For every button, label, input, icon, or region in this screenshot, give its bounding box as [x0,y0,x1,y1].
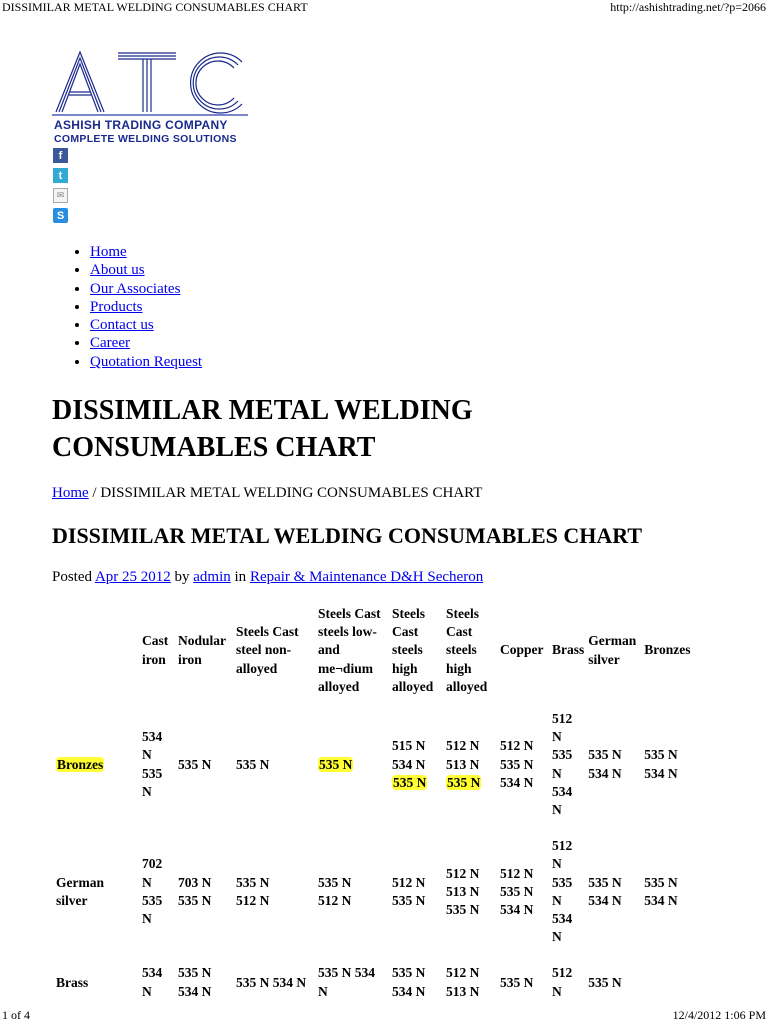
row-label-text: German silver [56,874,104,908]
table-header-row [56,605,700,700]
table-body [56,702,700,1009]
post-date-link[interactable]: Apr 25 2012 [94,569,171,585]
cell-value: 512 N [236,892,270,908]
table-header-cell: Brass [552,642,585,658]
table-header-cell: Steels Cast steel non-alloyed [236,624,299,676]
cell-value: 702 N [142,856,163,890]
table-row [56,702,700,827]
logo-tagline: COMPLETE WELDING SOLUTIONS [54,133,237,145]
table-cell [178,702,232,827]
cell-value: 535 N [500,883,534,899]
cell-value: 535 N [500,974,534,990]
table-cell [552,702,584,827]
table-cell [236,956,314,1008]
nav-item-quotation [90,353,202,371]
nav-item-products [90,298,202,316]
cell-value: 534 N [588,892,622,908]
post-category-link[interactable]: Repair & Maintenance D&H Secheron [249,569,484,585]
nav-link-career[interactable]: Career [90,335,130,352]
table-cell [588,702,640,827]
breadcrumb [52,485,482,502]
table-row-label [56,829,138,954]
cell-value: 534 N [644,892,678,908]
table-cell [446,956,496,1008]
breadcrumb-separator: / [88,485,101,501]
table-cell [644,702,700,827]
nav-item-home [90,243,202,261]
highlighted-value: 535 N [393,774,427,790]
cell-value: 512 N [318,892,352,908]
mail-icon[interactable]: ✉ [53,188,68,203]
cell-value: 535 N [500,756,534,772]
print-footer [0,1008,768,1024]
table-cell [552,956,584,1008]
print-footer-datetime: 12/4/2012 1:06 PM [672,1008,766,1022]
cell-value: 535 N [552,874,573,908]
twitter-icon[interactable]: t [53,168,68,183]
table-cell [318,956,388,1008]
social-icons [53,148,69,228]
site-logo[interactable] [52,48,252,150]
table-cell [500,956,548,1008]
table-header-cell: Steels Cast steels high alloyed [446,606,488,694]
table-row-label [56,702,138,827]
cell-value: 535 N [142,765,163,799]
print-header [0,0,768,16]
table-cell [142,829,174,954]
table-header-cell: German silver [588,633,637,667]
print-footer-page: 1 of 4 [2,1008,30,1022]
cell-value: 512 N [446,865,480,881]
post-meta-by: by [170,569,194,585]
main-nav [52,243,202,371]
post-title: DISSIMILAR METAL WELDING CONSUMABLES CHART [52,523,643,548]
cell-value: 513 N [446,756,480,772]
post-author-link[interactable]: admin [193,569,231,585]
nav-item-about [90,261,202,279]
cell-value: 535 N 534 N [236,974,307,990]
cell-value: 535 N [644,874,678,890]
cell-value: 512 N [446,738,480,754]
atc-logo-letters [52,48,252,116]
print-header-url: http://ashishtrading.net/?p=2066 [610,0,766,14]
post-meta [52,569,483,586]
cell-value: 512 N [446,965,480,981]
cell-value: 535 N 534 N [318,965,375,999]
cell-value: 534 N [142,729,163,763]
cell-value: 534 N [500,901,534,917]
cell-value: 512 N [552,965,573,999]
cell-value: 513 N [446,883,480,899]
print-header-title: DISSIMILAR METAL WELDING CONSUMABLES CHART [2,0,308,14]
table-header-corner [56,605,138,700]
table-cell [318,702,388,827]
nav-item-associates [90,280,202,298]
cell-value: 535 N [178,756,212,772]
cell-value: 535 N [392,965,426,981]
nav-link-contact[interactable]: Contact us [90,317,154,334]
cell-value: 535 N [236,874,270,890]
cell-value: 535 N [446,901,480,917]
cell-value: 512 N [552,711,573,745]
cell-value: 534 N [552,911,573,945]
row-label-text: Brass [56,974,89,990]
cell-value: 535 N [142,892,163,927]
table-header-cell: Copper [500,642,544,658]
cell-value: 534 N [552,783,573,818]
cell-value: 535 N [178,965,212,981]
table-row-label [56,956,138,1008]
cell-value: 512 N [500,865,534,881]
page-title: DISSIMILAR METAL WELDING CONSUMABLES CHART [52,395,473,463]
cell-value: 535 N [318,874,352,890]
table-cell [644,956,700,1008]
table-cell [178,956,232,1008]
cell-value: 535 N [552,747,573,781]
cell-value: 512 N [552,838,573,872]
cell-value: 534 N [500,774,534,790]
table-cell [500,829,548,954]
nav-item-career [90,334,202,352]
table-header-cell: Nodular iron [178,633,226,667]
nav-link-about[interactable]: About us [90,262,145,279]
facebook-icon[interactable]: f [53,148,68,163]
nav-link-associates[interactable]: Our Associates [90,280,181,297]
cell-value: 513 N [446,983,480,999]
table-cell [500,702,548,827]
cell-value: 512 N [392,874,426,890]
table-cell [446,702,496,827]
highlighted-value: 535 N [447,774,481,790]
post-meta-in: in [230,569,250,585]
table-cell [446,829,496,954]
cell-value: 535 N [236,756,270,772]
table-header-cell: Bronzes [644,642,691,658]
cell-value: 515 N [392,738,426,754]
table-cell [142,956,174,1008]
table-cell [392,956,442,1008]
cell-value: 703 N [178,874,212,890]
nav-item-contact [90,316,202,334]
cell-value: 534 N [142,965,163,999]
table-cell [588,829,640,954]
cell-value [392,774,442,792]
row-label-text: Bronzes [57,756,104,772]
table-cell [142,702,174,827]
cell-value: 535 N [644,747,678,763]
table-cell [392,702,442,827]
nav-link-quotation[interactable]: Quotation Request [90,353,203,370]
cell-value: 535 N [588,974,622,990]
table-cell [318,829,388,954]
cell-value: 534 N [644,765,678,781]
cell-value [318,756,388,774]
table-cell [236,702,314,827]
cell-value: 534 N [392,756,426,772]
skype-icon[interactable]: S [53,208,68,223]
table-row [56,956,700,1008]
nav-link-home[interactable]: Home [90,244,127,260]
table-header-cell: Cast iron [142,633,169,667]
highlighted-value: 535 N [319,756,353,772]
table-cell [178,829,232,954]
cell-value: 535 N [392,892,426,908]
cell-value: 535 N [588,747,622,763]
cell-value: 535 N [588,874,622,890]
table-header-cell: Steels Cast steels low-and me¬dium alloyed [318,606,381,694]
logo-company-name: ASHISH TRADING COMPANY [54,118,228,132]
table-cell [236,829,314,954]
post-meta-prefix: Posted [52,569,95,585]
cell-value: 534 N [392,983,426,999]
breadcrumb-home-link[interactable]: Home [52,485,89,501]
nav-link-products[interactable]: Products [90,298,143,315]
cell-value: 534 N [588,765,622,781]
table-row [56,829,700,954]
table-cell [552,829,584,954]
cell-value: 535 N [178,892,212,908]
table-cell [588,956,640,1008]
cell-value [446,774,496,792]
table-cell [644,829,700,954]
table-cell [392,829,442,954]
table-header-cell: Steels Cast steels high alloyed [392,606,434,694]
breadcrumb-current: DISSIMILAR METAL WELDING CONSUMABLES CHART [100,485,483,501]
consumables-table [52,603,704,1011]
cell-value: 512 N [500,738,534,754]
cell-value: 534 N [178,983,212,999]
